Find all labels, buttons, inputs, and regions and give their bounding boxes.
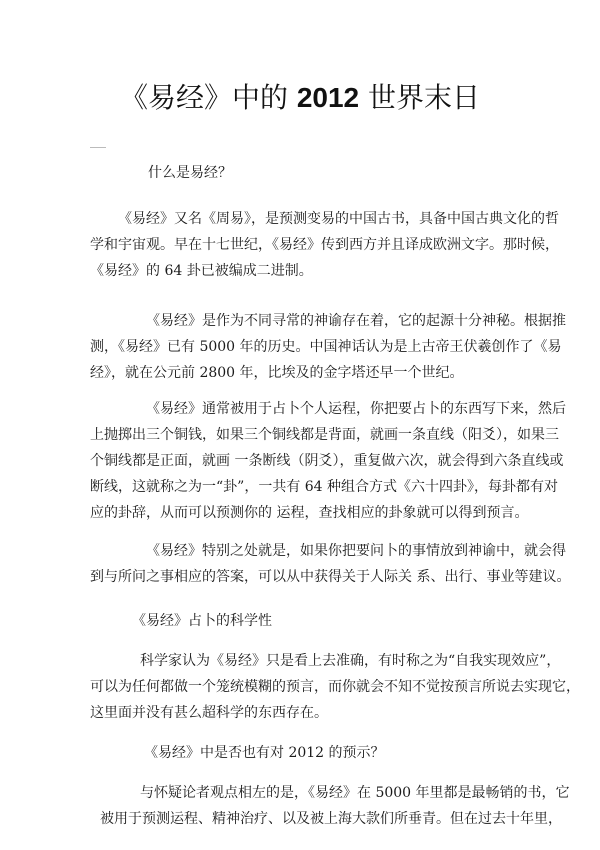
paragraph-line: 《易经》是作为不同寻常的神谕存在着，它的起源十分神秘。根据推 — [146, 313, 566, 329]
section-heading: 《易经》占卜的科学性 — [132, 613, 272, 629]
paragraph-line: 《易经》又名《周易》，是预测变易的中国古书，具备中国古典文化的哲 — [118, 211, 559, 227]
paragraph-line: 《易经》的 64 卦已被编成二进制。 — [90, 263, 313, 279]
paragraph-line: 《易经》特别之处就是，如果你把要问卜的事情放到神谕中，就会得 — [146, 543, 566, 559]
title-year: 2012 — [296, 82, 360, 113]
paragraph-line: 《易经》通常被用于占卜个人运程，你把要占卜的东西写下来，然后 — [146, 401, 566, 417]
paragraph-line: 经》，就在公元前 2800 年，比埃及的金字塔还早一个世纪。 — [90, 365, 464, 381]
paragraph-line: 科学家认为《易经》只是看上去准确，有时称之为“自我实现效应”， — [140, 653, 561, 669]
paragraph-line: 测，《易经》已有 5000 年的历史。中国神话认为是上古帝王伏羲创作了《易 — [90, 339, 562, 355]
section-heading: 《易经》中是否也有对 2012 的预示？ — [144, 745, 385, 761]
title-suffix: 世界末日 — [359, 81, 481, 114]
document-title — [0, 76, 600, 116]
paragraph-line: 这里面并没有甚么超科学的东西存在。 — [90, 705, 328, 721]
paragraph-line: 断线，这就称之为一“卦”，一共有 64 种组合方式《六十四卦》，每卦都有对 — [90, 479, 559, 495]
paragraph-line: 可以为任何都做一个笼统模糊的预言，而你就会不知不觉按预言所说去实现它， — [90, 679, 580, 695]
paragraph-line: 与怀疑论者观点相左的是，《易经》在 5000 年里都是最畅销的书，它 — [140, 785, 570, 801]
paragraph-line: 应的卦辞，从而可以预测你的 运程，查找相应的卦象就可以得到预言。 — [90, 505, 529, 521]
section-heading: 什么是易经？ — [148, 165, 232, 181]
paragraph-line: 到与所问之事相应的答案，可以从中获得关于人际关 系、出行、事业等建议。 — [90, 569, 571, 585]
paragraph-line: 学和宇宙观。早在十七世纪，《易经》传到西方并且译成欧洲文字。那时候， — [90, 237, 559, 253]
paragraph-line: 个铜线都是正面，就画 一条断线（阴爻），重复做六次，就会得到六条直线或 — [90, 453, 564, 469]
paragraph-line: 上抛掷出三个铜钱，如果三个铜线都是背面，就画一条直线（阳爻），如果三 — [90, 427, 559, 443]
paragraph-line: 被用于预测运程、精神治疗、以及被上海大款们所垂青。但在过去十年里， — [100, 811, 562, 827]
decorative-mark — [90, 147, 106, 148]
title-prefix: 《易经》中的 — [119, 81, 297, 114]
